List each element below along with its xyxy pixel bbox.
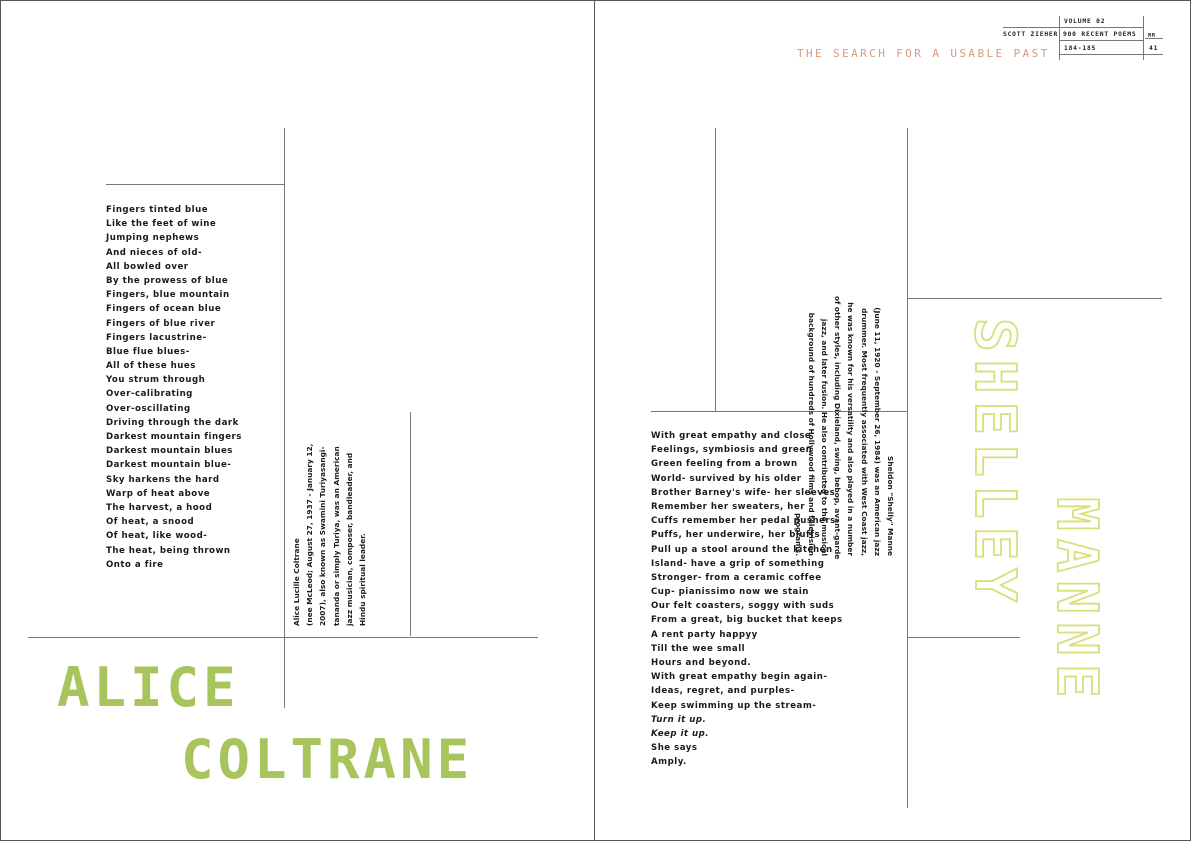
left-poem-line: By the prowess of blue: [106, 275, 229, 286]
left-poem-line: Jumping nephews: [106, 233, 200, 244]
left-poem-line: Onto a fire: [106, 559, 164, 570]
header-page-number: 41: [1149, 45, 1159, 52]
left-poem-line: Fingers of ocean blue: [106, 304, 222, 315]
left-bio-line: tananda or simply Turiya, was an American: [331, 446, 341, 626]
left-poem-line: Fingers, blue mountain: [106, 290, 230, 301]
right-poem-line: Till the wee small: [651, 643, 746, 654]
right-bio-line: (June 11, 1920 - September 26, 1984) was an American jazz: [872, 307, 882, 556]
left-poem-line: All bowled over: [106, 261, 189, 272]
right-bio-line: background of hundreds of Hollywood films and television: [806, 312, 816, 556]
right-poem-line: Feelings, symbiosis and green: [651, 445, 813, 456]
left-poem-line: Sky harkens the hard: [106, 474, 220, 485]
right-poem-line: Cup- pianissimo now we stain: [651, 587, 809, 598]
left-bio-line: Alice Lucille Coltrane: [292, 538, 301, 626]
left-poem-line: Blue flue blues-: [106, 346, 190, 357]
header-pages: 184-185: [1064, 45, 1097, 52]
rule-bottom-left: [28, 637, 538, 638]
rule-vertical-right-2: [907, 128, 908, 808]
right-poem-line: Green feeling from a brown: [651, 459, 798, 470]
header-title: THE SEARCH FOR A USABLE PAST: [797, 47, 1050, 60]
left-poem-line: Darkest mountain blue-: [106, 460, 232, 471]
header-author: SCOTT ZIEHER: [1003, 31, 1059, 38]
left-poem-line: The harvest, a hood: [106, 502, 213, 513]
rule-vertical-left: [284, 128, 285, 708]
right-poem-line: Cuffs remember her pedal pushers-: [651, 516, 840, 527]
left-poem-line: Of heat, like wood-: [106, 531, 208, 542]
left-bio: [290, 326, 369, 626]
right-poem-line: Island- have a grip of something: [651, 558, 825, 569]
right-poem: [651, 429, 843, 770]
right-poem-line: She says: [651, 743, 698, 754]
left-poem-line: Warp of heat above: [106, 488, 211, 499]
right-poem-line: Brother Barney's wife- her sleeves: [651, 487, 836, 498]
right-poem-line: Stronger- from a ceramic coffee: [651, 572, 822, 583]
left-poem-line: Fingers lacustrine-: [106, 332, 207, 343]
right-poem-line: Keep swimming up the stream-: [651, 700, 817, 711]
left-poem-line: Of heat, a snood: [106, 517, 195, 528]
right-poem-line: Remember her sweaters, her: [651, 501, 805, 512]
header-collection: 900 RECENT POEMS: [1063, 31, 1137, 38]
left-bio-line: (nee McLeod; August 27, 1937 - January 12,: [305, 443, 315, 626]
left-poem-line: Over-calibrating: [106, 389, 193, 400]
rule-vertical-left-2: [410, 412, 411, 636]
rule-top-left: [106, 184, 284, 185]
left-poem-line: The heat, being thrown: [106, 545, 231, 556]
left-poem-line: And nieces of old-: [106, 247, 203, 258]
left-name-line2: COLTRANE: [181, 728, 474, 791]
right-name-line2: MANNE: [1044, 497, 1109, 706]
left-poem: [106, 203, 242, 572]
left-poem-line: All of these hues: [106, 361, 196, 372]
right-poem-line: A rent party happyy: [651, 629, 758, 640]
right-poem-line: From a great, big bucket that keeps: [651, 615, 843, 626]
left-poem-line: Over-oscillating: [106, 403, 191, 414]
right-poem-line: Pull up a stool around the kitchen: [651, 544, 833, 555]
right-poem-line: With great empathy and close: [651, 431, 812, 441]
left-bio-line: Hindu spiritual leader.: [357, 533, 367, 626]
right-poem-line: Hours and beyond.: [651, 658, 752, 668]
right-poem-line: Ideas, regret, and purples-: [651, 686, 795, 697]
right-poem-line: Puffs, her underwire, her bluffs: [651, 530, 821, 541]
left-poem-line: Driving through the dark: [106, 417, 239, 428]
left-poem-line: Fingers tinted blue: [106, 205, 209, 215]
right-poem-line: World- survived by his older: [651, 473, 802, 484]
rule-right-top: [907, 298, 1162, 299]
left-poem-line: Darkest mountain blues: [106, 446, 233, 457]
right-bio-line: he was known for his versatility and also played in a number: [846, 302, 856, 556]
right-poem-line: With great empathy begin again-: [651, 672, 828, 683]
header-volume: VOLUME 02: [1064, 18, 1106, 25]
left-poem-line: Darkest mountain fingers: [106, 432, 242, 442]
left-poem-line: Fingers of blue river: [106, 318, 216, 329]
right-poem-line: Our felt coasters, soggy with suds: [651, 601, 835, 612]
left-poem-line: You strum through: [106, 375, 206, 386]
right-bio-line: programs.: [793, 513, 803, 556]
right-bio-line: of other styles, including Dixieland, swing, bebop, avant-garde: [833, 296, 843, 560]
right-bio-line: Sheldon "Shelly" Manne: [886, 456, 895, 556]
right-poem-line: Turn it up.: [651, 714, 707, 725]
right-bio-line: jazz, and later fusion. He also contributed to the musical: [820, 318, 830, 556]
rule-right-bottom: [907, 637, 1020, 638]
header-mark: MM: [1148, 33, 1156, 39]
right-bio-line: drummer. Most frequently associated with West Coast jazz,: [859, 308, 869, 556]
left-name-line1: ALICE: [57, 656, 240, 719]
left-bio-line: 2007), also known as Swamini Turiyasangi-: [318, 446, 328, 626]
left-poem-line: Like the feet of wine: [106, 219, 217, 230]
right-name-line1: SHELLEY: [962, 318, 1027, 611]
right-poem-line: Amply.: [651, 757, 687, 768]
rule-vertical-right-1: [715, 128, 716, 411]
left-bio-line: jazz musician, composer, bandleader, and: [344, 452, 354, 626]
right-poem-line: Keep it up.: [651, 728, 710, 739]
